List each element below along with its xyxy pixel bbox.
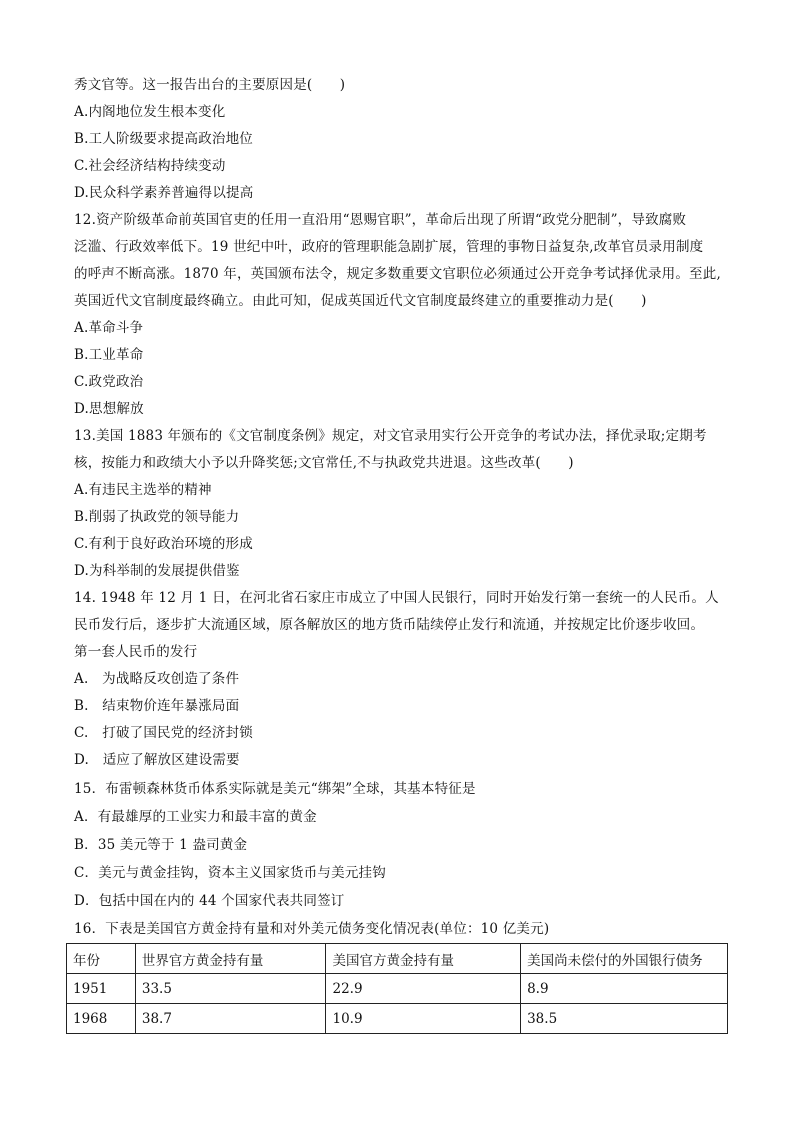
table-cell: 22.9: [326, 974, 521, 1004]
q14-option-a: A. 为战略反攻创造了条件: [74, 671, 240, 687]
table-header-row: [67, 944, 728, 974]
q12-option-d: D.思想解放: [74, 401, 144, 417]
table-row: [67, 1004, 728, 1034]
table-row: [67, 974, 728, 1004]
table-cell: 10.9: [326, 1004, 521, 1034]
table-cell: 33.5: [135, 974, 326, 1004]
q11-option-d: D.民众科学素养普遍得以提高: [74, 185, 254, 201]
q11-option-a: A.内阁地位发生根本变化: [74, 104, 226, 120]
q12-option-b: B.工业革命: [74, 347, 144, 363]
q15-option-a: A．有最雄厚的工业实力和最丰富的黄金: [74, 809, 317, 825]
q13-option-d: D.为科举制的发展提供借鉴: [74, 563, 240, 579]
q16-stem: 16．下表是美国官方黄金持有量和对外美元债务变化情况表(单位：10 亿美元): [74, 921, 550, 937]
q13-option-b: B.削弱了执政党的领导能力: [74, 509, 240, 525]
q14-option-d: D. 适应了解放区建设需要: [74, 752, 240, 768]
table-cell: 8.9: [521, 974, 728, 1004]
q15-stem: 15．布雷顿森林货币体系实际就是美元“绑架”全球，其基本特征是: [74, 781, 476, 797]
table-cell: 38.7: [135, 1004, 326, 1034]
q14-option-c: C. 打破了国民党的经济封锁: [74, 725, 253, 741]
q14-stem-line-1: 14. 1948 年 12 月 1 日，在河北省石家庄市成立了中国人民银行，同时开始发行第一套统一的人民币。人: [74, 590, 719, 606]
q12-option-c: C.政党政治: [74, 374, 144, 390]
q12-stem-line-4: 英国近代文官制度最终确立。由此可知，促成英国近代文官制度最终建立的重要推动力是( ): [74, 293, 647, 309]
q15-option-d: D．包括中国在内的 44 个国家代表共同签订: [74, 893, 345, 909]
q13-option-c: C.有利于良好政治环境的形成: [74, 536, 253, 552]
table-header-cell: 年份: [67, 944, 136, 974]
q13-stem-line-2: 核，按能力和政绩大小予以升降奖惩;文官常任,不与执政党共进退。这些改革( ): [74, 455, 574, 471]
table-cell: 38.5: [521, 1004, 728, 1034]
q13-option-a: A.有违民主选举的精神: [74, 482, 212, 498]
q14-option-b: B. 结束物价连年暴涨局面: [74, 698, 240, 714]
q12-stem-line-1: 12.资产阶级革命前英国官吏的任用一直沿用“恩赐官职”，革命后出现了所谓“政党分肥制”，导致腐败: [74, 212, 687, 228]
q11-option-c: C.社会经济结构持续变动: [74, 158, 226, 174]
q11-option-b: B.工人阶级要求提高政治地位: [74, 131, 254, 147]
q11-stem-tail: 秀文官等。这一报告出台的主要原因是( ): [74, 77, 346, 93]
table-cell: 1968: [67, 1004, 136, 1034]
q14-stem-line-2: 民币发行后，逐步扩大流通区域，原各解放区的地方货币陆续停止发行和流通，并按规定比价逐步收回。: [74, 617, 705, 633]
q13-stem-line-1: 13.美国 1883 年颁布的《文官制度条例》规定，对文官录用实行公开竞争的考试办法，择优录取;定期考: [74, 428, 707, 444]
gold-debt-table: [66, 943, 728, 1034]
table-cell: 1951: [67, 974, 136, 1004]
q12-stem-line-2: 泛滥、行政效率低下。19 世纪中叶，政府的管理职能急剧扩展，管理的事物日益复杂,改革官员录用制度: [74, 239, 704, 255]
q15-option-c: C．美元与黄金挂钩，资本主义国家货币与美元挂钩: [74, 865, 386, 881]
table-header-cell: 美国官方黄金持有量: [326, 944, 521, 974]
q12-stem-line-3: 的呼声不断高涨。1870 年，英国颁布法令，规定多数重要文官职位必须通过公开竞争考试择优录用。至此,: [74, 266, 721, 282]
q12-option-a: A.革命斗争: [74, 320, 144, 336]
q14-stem-line-3: 第一套人民币的发行: [74, 644, 198, 660]
table-header-cell: 美国尚未偿付的外国银行债务: [521, 944, 728, 974]
table-header-cell: 世界官方黄金持有量: [135, 944, 326, 974]
q15-option-b: B．35 美元等于 1 盎司黄金: [74, 837, 248, 853]
